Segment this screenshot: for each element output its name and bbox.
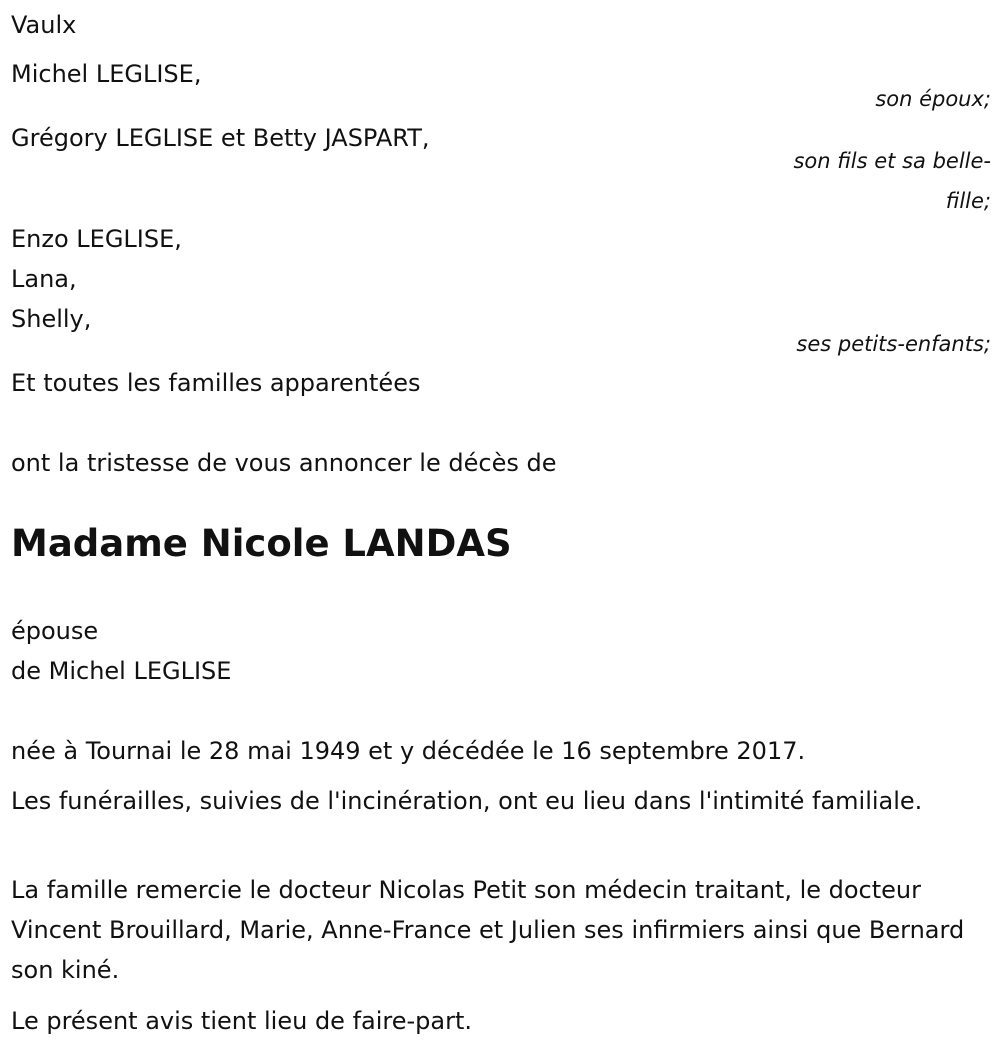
relation-grandchildren: ses petits-enfants; xyxy=(796,332,991,356)
deceased-name: Madame Nicole LANDAS xyxy=(11,522,512,565)
birth-death: née à Tournai le 28 mai 1949 et y décédée le 16 septembre 2017. xyxy=(11,737,806,765)
grandchild-1: Enzo LEGLISE, xyxy=(11,225,182,253)
location: Vaulx xyxy=(11,11,77,39)
grandchild-2: Lana, xyxy=(11,265,77,293)
relation-spouse: son époux; xyxy=(875,87,991,111)
notice-text: Le présent avis tient lieu de faire-part. xyxy=(11,1007,473,1035)
family-member-spouse: Michel LEGLISE, xyxy=(11,60,202,88)
spouse-line-2: de Michel LEGLISE xyxy=(11,657,232,685)
relation-son-line1: son fils et sa belle- xyxy=(793,149,991,173)
spouse-line-1: épouse xyxy=(11,617,99,645)
announcement: ont la tristesse de vous annoncer le décès de xyxy=(11,449,557,477)
relation-son-line2: fille; xyxy=(945,189,991,213)
family-member-son: Grégory LEGLISE et Betty JASPART, xyxy=(11,124,430,152)
families-text: Et toutes les familles apparentées xyxy=(11,369,421,397)
funeral-text: Les funérailles, suivies de l'incinération, ont eu lieu dans l'intimité familiale. xyxy=(11,787,923,815)
thanks-text: La famille remercie le docteur Nicolas Petit son médecin traitant, le docteur Vincent Brouillard, Marie, Anne-France et Julien ses infirmiers ainsi que Bernard son kiné. xyxy=(11,876,965,984)
grandchild-3: Shelly, xyxy=(11,305,92,333)
